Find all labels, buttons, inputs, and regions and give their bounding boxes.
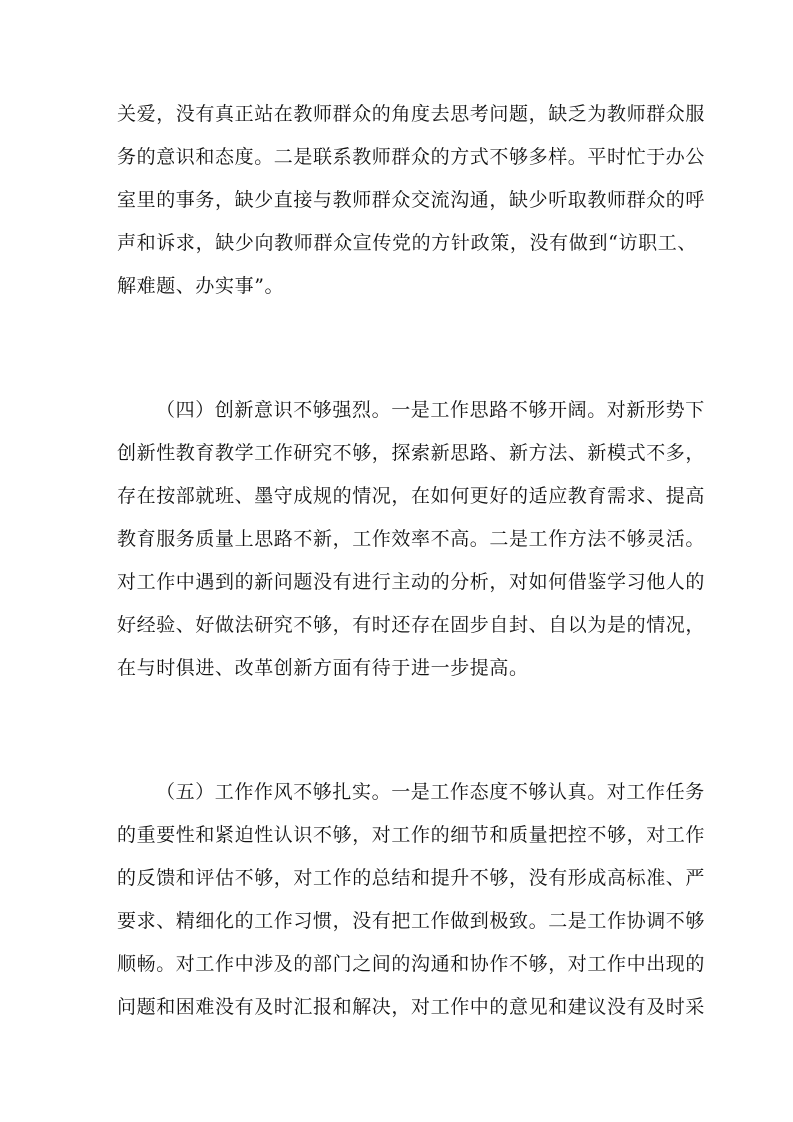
text-line: 问题和困难没有及时汇报和解决，对工作中的意见和建议没有及时采 [117, 996, 706, 1018]
text-line: 的重要性和紧迫性认识不够，对工作的细节和质量把控不够，对工作 [117, 824, 706, 846]
text-line: 务的意识和态度。二是联系教师群众的方式不够多样。平时忙于办公 [117, 146, 706, 168]
text-line: 关爱，没有真正站在教师群众的角度去思考问题，缺乏为教师群众服 [117, 103, 706, 125]
text-line: 教育服务质量上思路不新，工作效率不高。二是工作方法不够灵活。 [117, 528, 706, 550]
text-line: 对工作中遇到的新问题没有进行主动的分析，对如何借鉴学习他人的 [117, 571, 706, 593]
text-line: 好经验、好做法研究不够，有时还存在固步自封、自以为是的情况， [117, 614, 706, 636]
section-heading-line: （四）创新意识不够强烈。一是工作思路不够开阔。对新形势下 [156, 399, 705, 421]
text-line: 在与时俱进、改革创新方面有待于进一步提高。 [117, 657, 529, 679]
text-line: 解难题、办实事”。 [117, 275, 285, 297]
text-line: 存在按部就班、墨守成规的情况，在如何更好的适应教育需求、提高 [117, 485, 706, 507]
text-line: 的反馈和评估不够，对工作的总结和提升不够，没有形成高标准、严 [117, 867, 706, 889]
text-line: 室里的事务，缺少直接与教师群众交流沟通，缺少听取教师群众的呼 [117, 189, 706, 211]
text-line: 声和诉求，缺少向教师群众宣传党的方针政策，没有做到“访职工、 [117, 232, 697, 254]
section-heading-line: （五）工作作风不够扎实。一是工作态度不够认真。对工作任务 [156, 781, 705, 803]
text-line: 顺畅。对工作中涉及的部门之间的沟通和协作不够，对工作中出现的 [117, 953, 706, 975]
text-line: 要求、精细化的工作习惯，没有把工作做到极致。二是工作协调不够 [117, 910, 706, 932]
text-line: 创新性教育教学工作研究不够，探索新思路、新方法、新模式不多， [117, 442, 706, 464]
